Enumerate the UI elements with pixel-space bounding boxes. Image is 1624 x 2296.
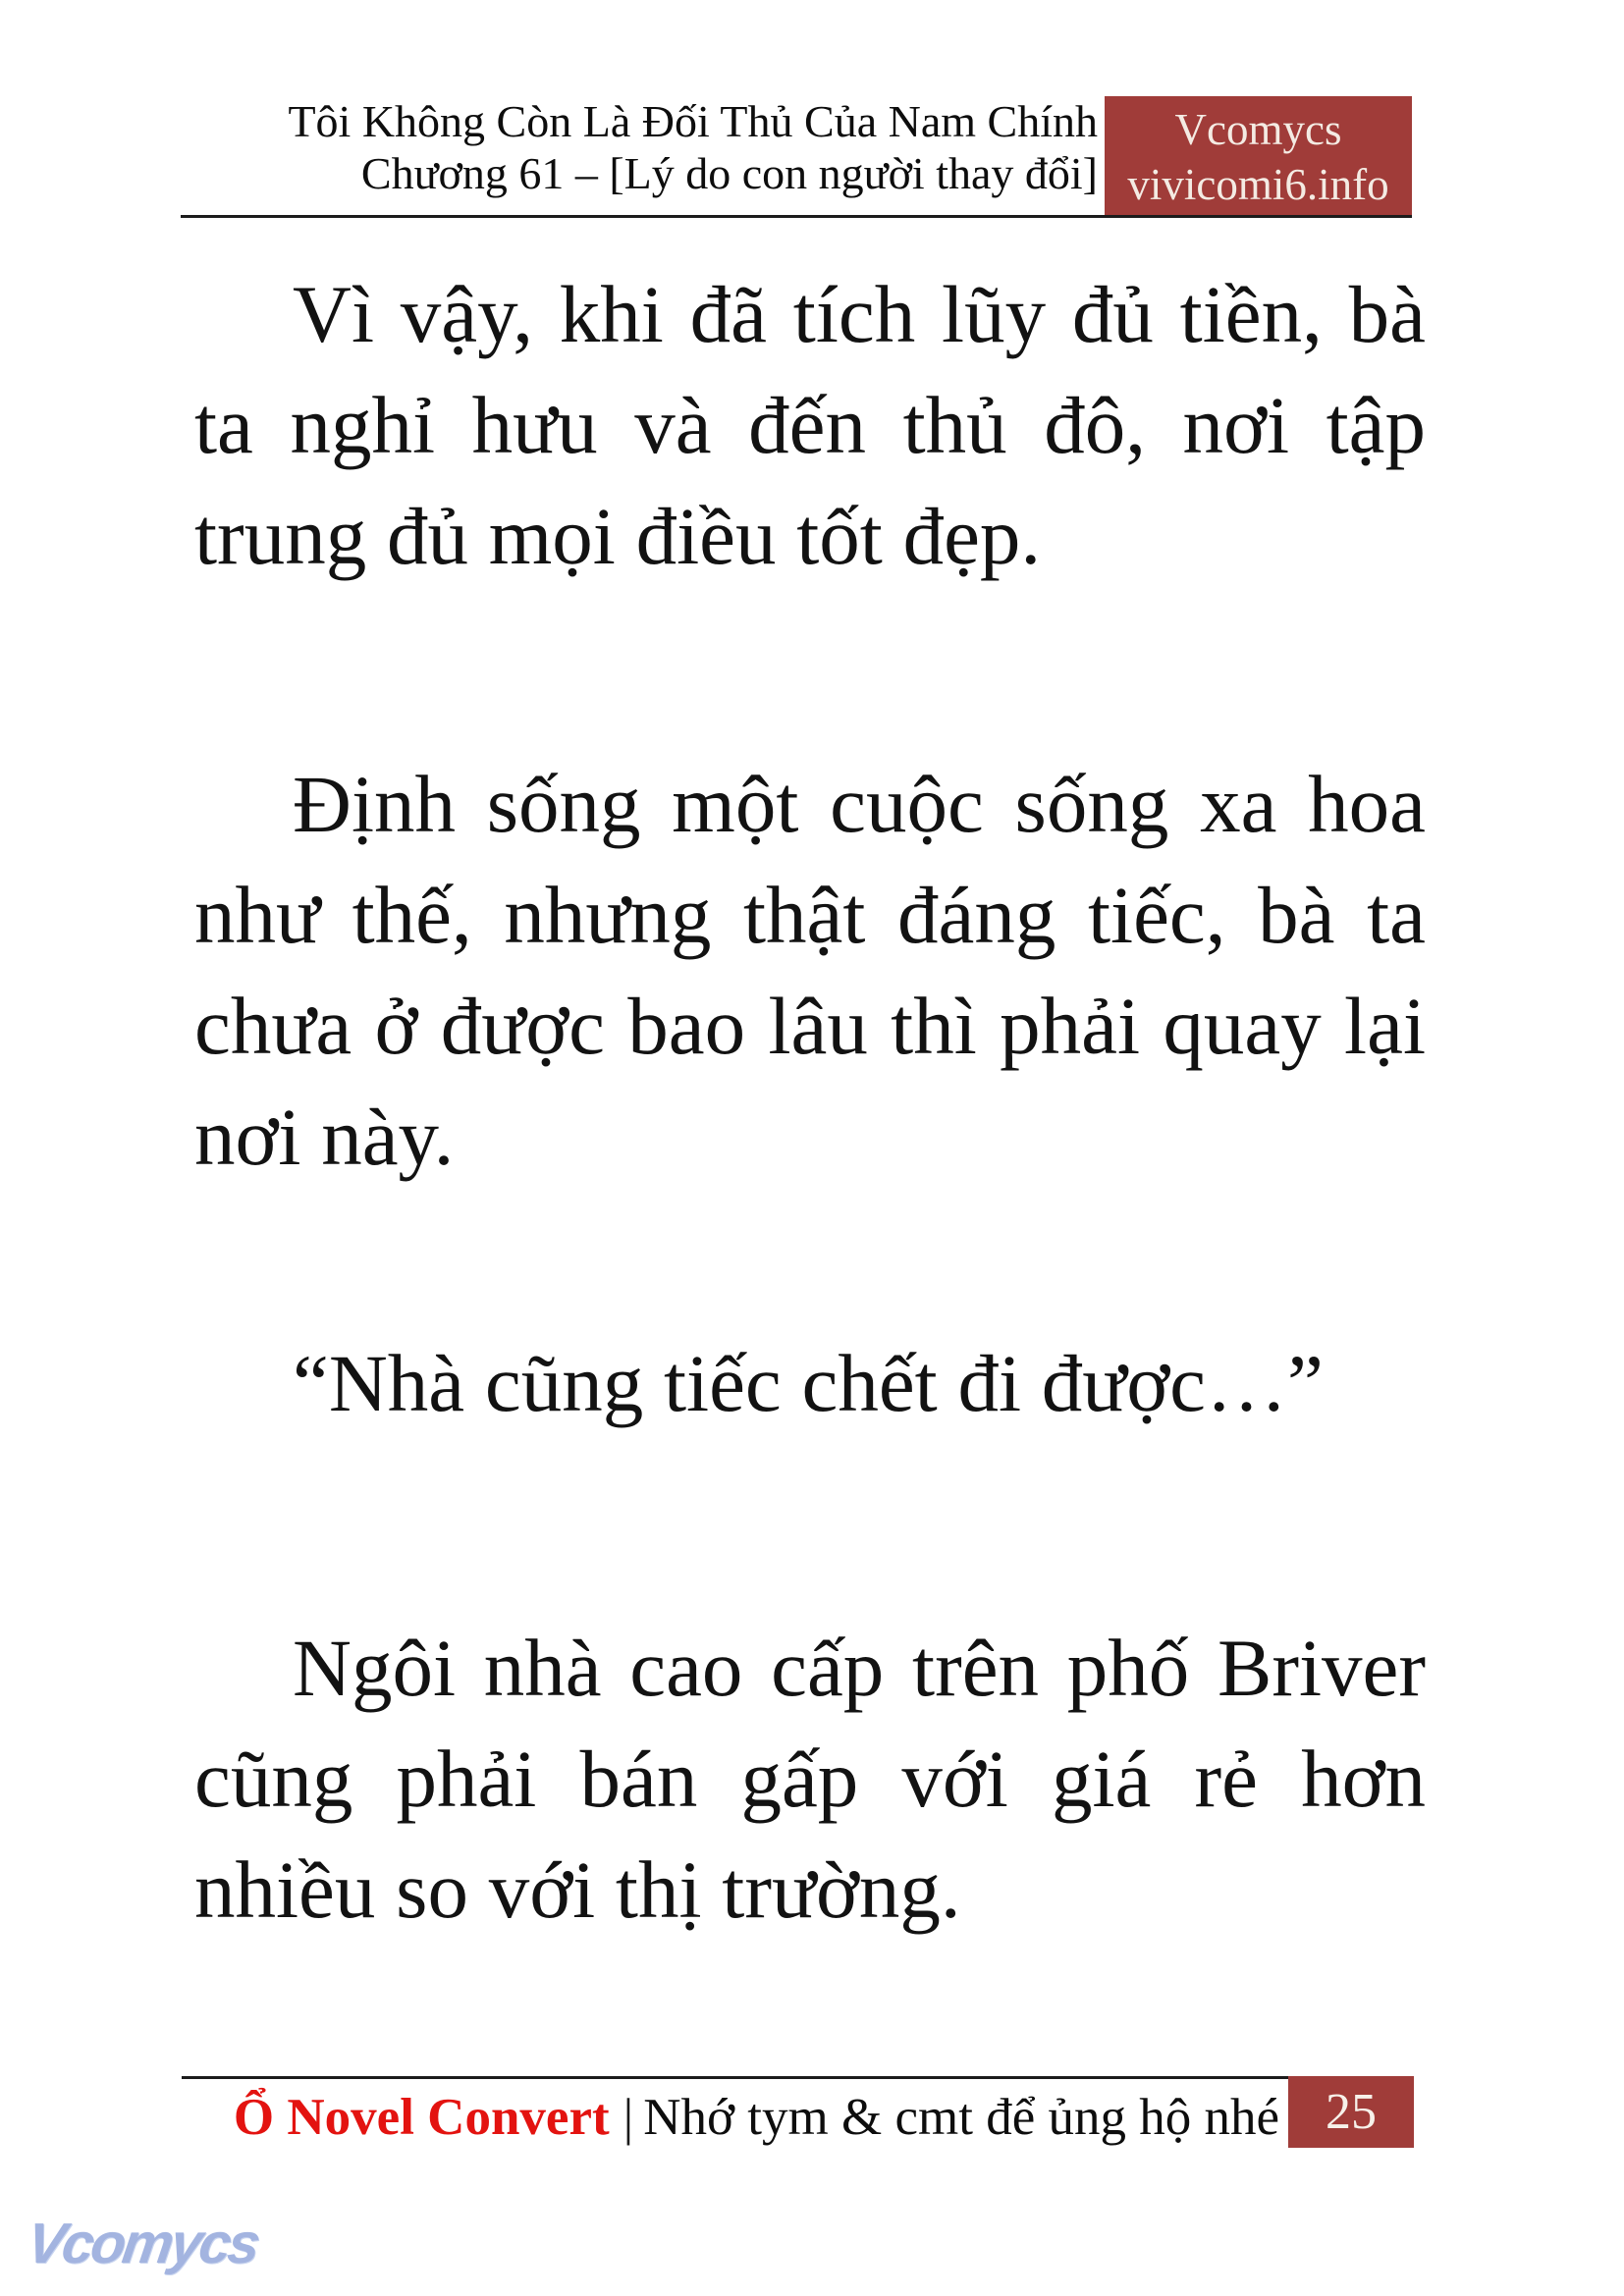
paragraph-quote: “Nhà cũng tiếc chết đi được…”	[293, 1338, 1324, 1428]
vcomycs-watermark-logo: Vcomycs	[23, 2212, 262, 2275]
page-number: 25	[1326, 2084, 1377, 2140]
footer-divider	[182, 2076, 1288, 2079]
footer-note: Nhớ tym & cmt để ủng hộ nhé	[643, 2089, 1279, 2146]
page-number-badge	[1288, 2076, 1414, 2148]
page-header	[182, 95, 1098, 199]
footer-separator: |	[623, 2089, 634, 2146]
paragraph: Vì vậy, khi đã tích lũy đủ tiền, bà ta nghỉ hưu và đến thủ đô, nơi tập trung đủ mọi điều tốt đẹp.	[194, 269, 1426, 581]
chapter-title: Chương 61 – [Lý do con người thay đổi]	[360, 148, 1098, 198]
footer-brand: Ổ Novel Convert	[233, 2089, 610, 2146]
chapter-body	[194, 218, 1426, 1946]
brand-badge	[1105, 96, 1412, 218]
novel-title: Tôi Không Còn Là Đối Thủ Của Nam Chính	[288, 96, 1098, 146]
paragraph: Ngôi nhà cao cấp trên phố Briver cũng phải bán gấp với giá rẻ hơn nhiều so với thị trường.	[194, 1623, 1426, 1935]
brand-site-url: vivicomi6.info	[1127, 160, 1389, 209]
paragraph: Định sống một cuộc sống xa hoa như thế, nhưng thật đáng tiếc, bà ta chưa ở được bao lâu thì phải quay lại nơi này.	[194, 759, 1426, 1182]
page-footer	[182, 2087, 1279, 2148]
brand-name: Vcomycs	[1174, 105, 1342, 154]
